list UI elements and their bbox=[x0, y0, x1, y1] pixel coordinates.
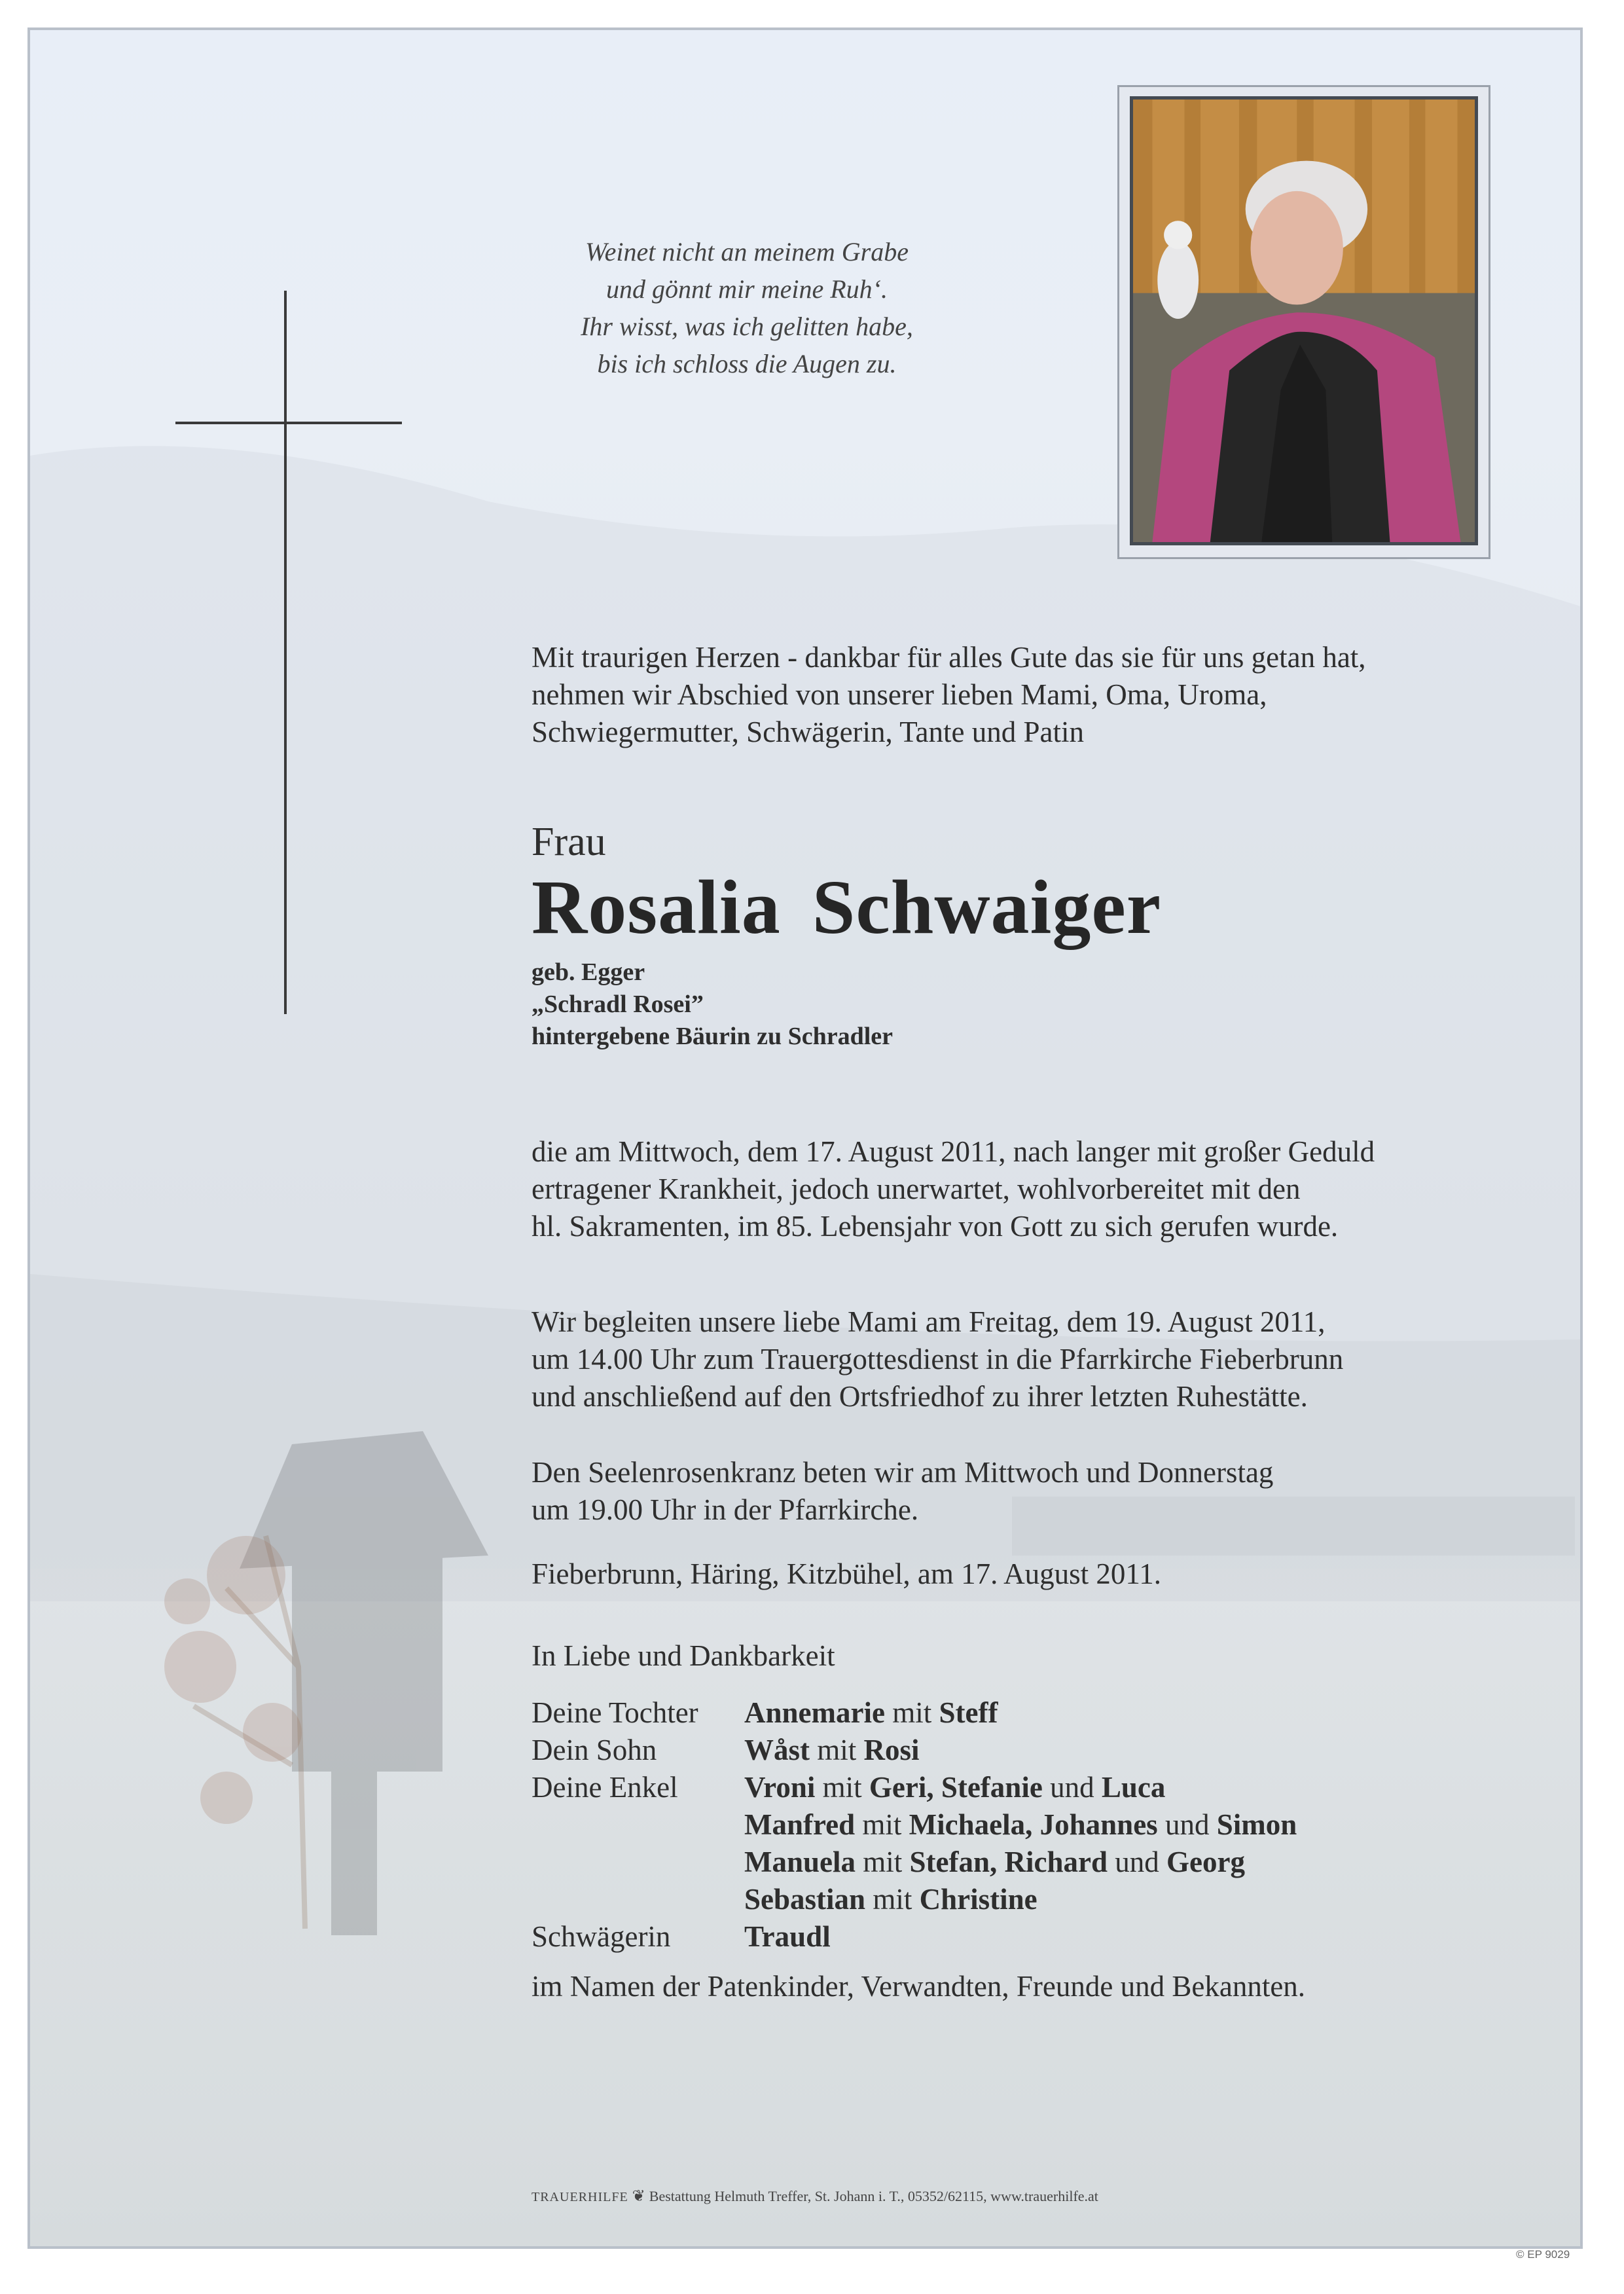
family-member-name: Sebastian bbox=[744, 1883, 866, 1916]
document-code: © EP 9029 bbox=[1516, 2248, 1570, 2261]
deceased-name bbox=[532, 865, 1161, 950]
last-name: Schwaiger bbox=[812, 864, 1162, 950]
poem-line: Weinet nicht an meinem Grabe bbox=[585, 237, 909, 266]
family-relation: Deine Enkel bbox=[532, 1771, 678, 1804]
family-relation: Dein Sohn bbox=[532, 1734, 657, 1766]
family-connector: und bbox=[1157, 1808, 1217, 1841]
intro-line: Schwiegermutter, Schwägerin, Tante und Patin bbox=[532, 716, 1085, 748]
family-connector: mit bbox=[855, 1808, 909, 1841]
paragraph-line: hl. Sakramenten, im 85. Lebensjahr von Gott zu sich gerufen wurde. bbox=[532, 1210, 1339, 1243]
family-member-name: Manuela bbox=[744, 1846, 856, 1878]
intro-line: nehmen wir Abschied von unserer lieben Mami, Oma, Uroma, bbox=[532, 678, 1267, 711]
family-member-name: Michaela, Johannes bbox=[909, 1808, 1158, 1841]
intro-text bbox=[532, 639, 1366, 751]
family-member-name: Rosi bbox=[863, 1734, 920, 1766]
family-relation: Schwägerin bbox=[532, 1920, 671, 1953]
family-relation: Deine Tochter bbox=[532, 1696, 698, 1729]
family-relation bbox=[532, 1881, 744, 1918]
family-connector: mit bbox=[856, 1846, 910, 1878]
family-member-name: Manfred bbox=[744, 1808, 856, 1841]
family-member-name: Georg bbox=[1166, 1846, 1245, 1878]
paragraph-line: die am Mittwoch, dem 17. August 2011, nach langer mit großer Geduld bbox=[532, 1135, 1375, 1168]
family-member-name: Stefan, Richard bbox=[909, 1846, 1108, 1878]
family-row bbox=[532, 1844, 1297, 1881]
family-list bbox=[532, 1694, 1297, 1956]
family-connector: mit bbox=[884, 1696, 939, 1729]
family-names bbox=[744, 1769, 1165, 1806]
family-member-name: Steff bbox=[939, 1696, 998, 1729]
family-names bbox=[744, 1732, 920, 1769]
cross-horizontal-bar bbox=[175, 422, 402, 424]
rosary-paragraph bbox=[532, 1454, 1273, 1529]
intro-line: Mit traurigen Herzen - dankbar für alles Gute das sie für uns getan hat, bbox=[532, 641, 1366, 674]
family-names bbox=[744, 1806, 1297, 1844]
poem-line: Ihr wisst, was ich gelitten habe, bbox=[581, 312, 913, 341]
paragraph-line: ertragener Krankheit, jedoch unerwartet, wohlvorbereitet mit den bbox=[532, 1173, 1301, 1205]
family-member-name: Geri, Stefanie bbox=[869, 1771, 1043, 1804]
footer-text: Bestattung Helmuth Treffer, St. Johann i. T., 05352/62115, www.trauerhilfe.at bbox=[649, 2188, 1098, 2204]
family-member-name: Luca bbox=[1101, 1771, 1166, 1804]
farm-title: hintergebene Bäurin zu Schradler bbox=[532, 1023, 893, 1050]
family-connector: und bbox=[1042, 1771, 1102, 1804]
name-subtitles bbox=[532, 956, 893, 1053]
family-member-name: Vroni bbox=[744, 1771, 816, 1804]
cross-vertical-bar bbox=[284, 291, 287, 1014]
family-row bbox=[532, 1694, 1297, 1732]
family-connector: und bbox=[1108, 1846, 1167, 1878]
paragraph-line: und anschließend auf den Ortsfriedhof zu ihrer letzten Ruhestätte. bbox=[532, 1380, 1308, 1413]
family-member-name: Wåst bbox=[744, 1734, 810, 1766]
maiden-name: geb. Egger bbox=[532, 958, 645, 986]
footer-brand: TRAUERHILFE bbox=[532, 2190, 628, 2204]
poem-line: bis ich schloss die Augen zu. bbox=[597, 349, 897, 378]
poem bbox=[436, 233, 1058, 382]
closing-line: im Namen der Patenkinder, Verwandten, Freunde und Bekannten. bbox=[532, 1970, 1306, 2003]
family-member-name: Annemarie bbox=[744, 1696, 885, 1729]
first-name: Rosalia bbox=[532, 864, 781, 950]
funeral-paragraph bbox=[532, 1303, 1343, 1415]
paragraph-line: Wir begleiten unsere liebe Mami am Freitag, dem 19. August 2011, bbox=[532, 1305, 1326, 1338]
death-paragraph bbox=[532, 1133, 1375, 1245]
family-member-name: Christine bbox=[919, 1883, 1038, 1916]
family-row bbox=[532, 1918, 1297, 1956]
salutation: Frau bbox=[532, 820, 606, 864]
family-names bbox=[744, 1881, 1038, 1918]
portrait-frame bbox=[1117, 85, 1490, 559]
footer bbox=[532, 2187, 1098, 2206]
family-row bbox=[532, 1881, 1297, 1918]
paragraph-line: Den Seelenrosenkranz beten wir am Mittwoch und Donnerstag bbox=[532, 1456, 1274, 1489]
family-connector: mit bbox=[865, 1883, 920, 1916]
family-row bbox=[532, 1806, 1297, 1844]
family-connector: mit bbox=[815, 1771, 869, 1804]
obituary-card bbox=[27, 27, 1583, 2249]
place-date: Fieberbrunn, Häring, Kitzbühel, am 17. August 2011. bbox=[532, 1557, 1161, 1590]
family-relation bbox=[532, 1806, 744, 1844]
family-member-name: Traudl bbox=[744, 1920, 831, 1953]
family-names bbox=[744, 1844, 1245, 1881]
family-row bbox=[532, 1732, 1297, 1769]
family-relation bbox=[532, 1844, 744, 1881]
portrait-photo bbox=[1130, 96, 1478, 545]
paragraph-line: um 19.00 Uhr in der Pfarrkirche. bbox=[532, 1493, 919, 1526]
nickname: „Schradl Rosei” bbox=[532, 991, 704, 1018]
family-names bbox=[744, 1694, 998, 1732]
love-line: In Liebe und Dankbarkeit bbox=[532, 1639, 835, 1672]
family-connector: mit bbox=[810, 1734, 864, 1766]
leaf-icon: ❦ bbox=[632, 2188, 645, 2205]
paragraph-line: um 14.00 Uhr zum Trauergottesdienst in die Pfarrkirche Fieberbrunn bbox=[532, 1343, 1344, 1375]
poem-line: und gönnt mir meine Ruh‘. bbox=[606, 274, 888, 304]
family-row bbox=[532, 1769, 1297, 1806]
family-names bbox=[744, 1918, 831, 1956]
family-member-name: Simon bbox=[1216, 1808, 1297, 1841]
